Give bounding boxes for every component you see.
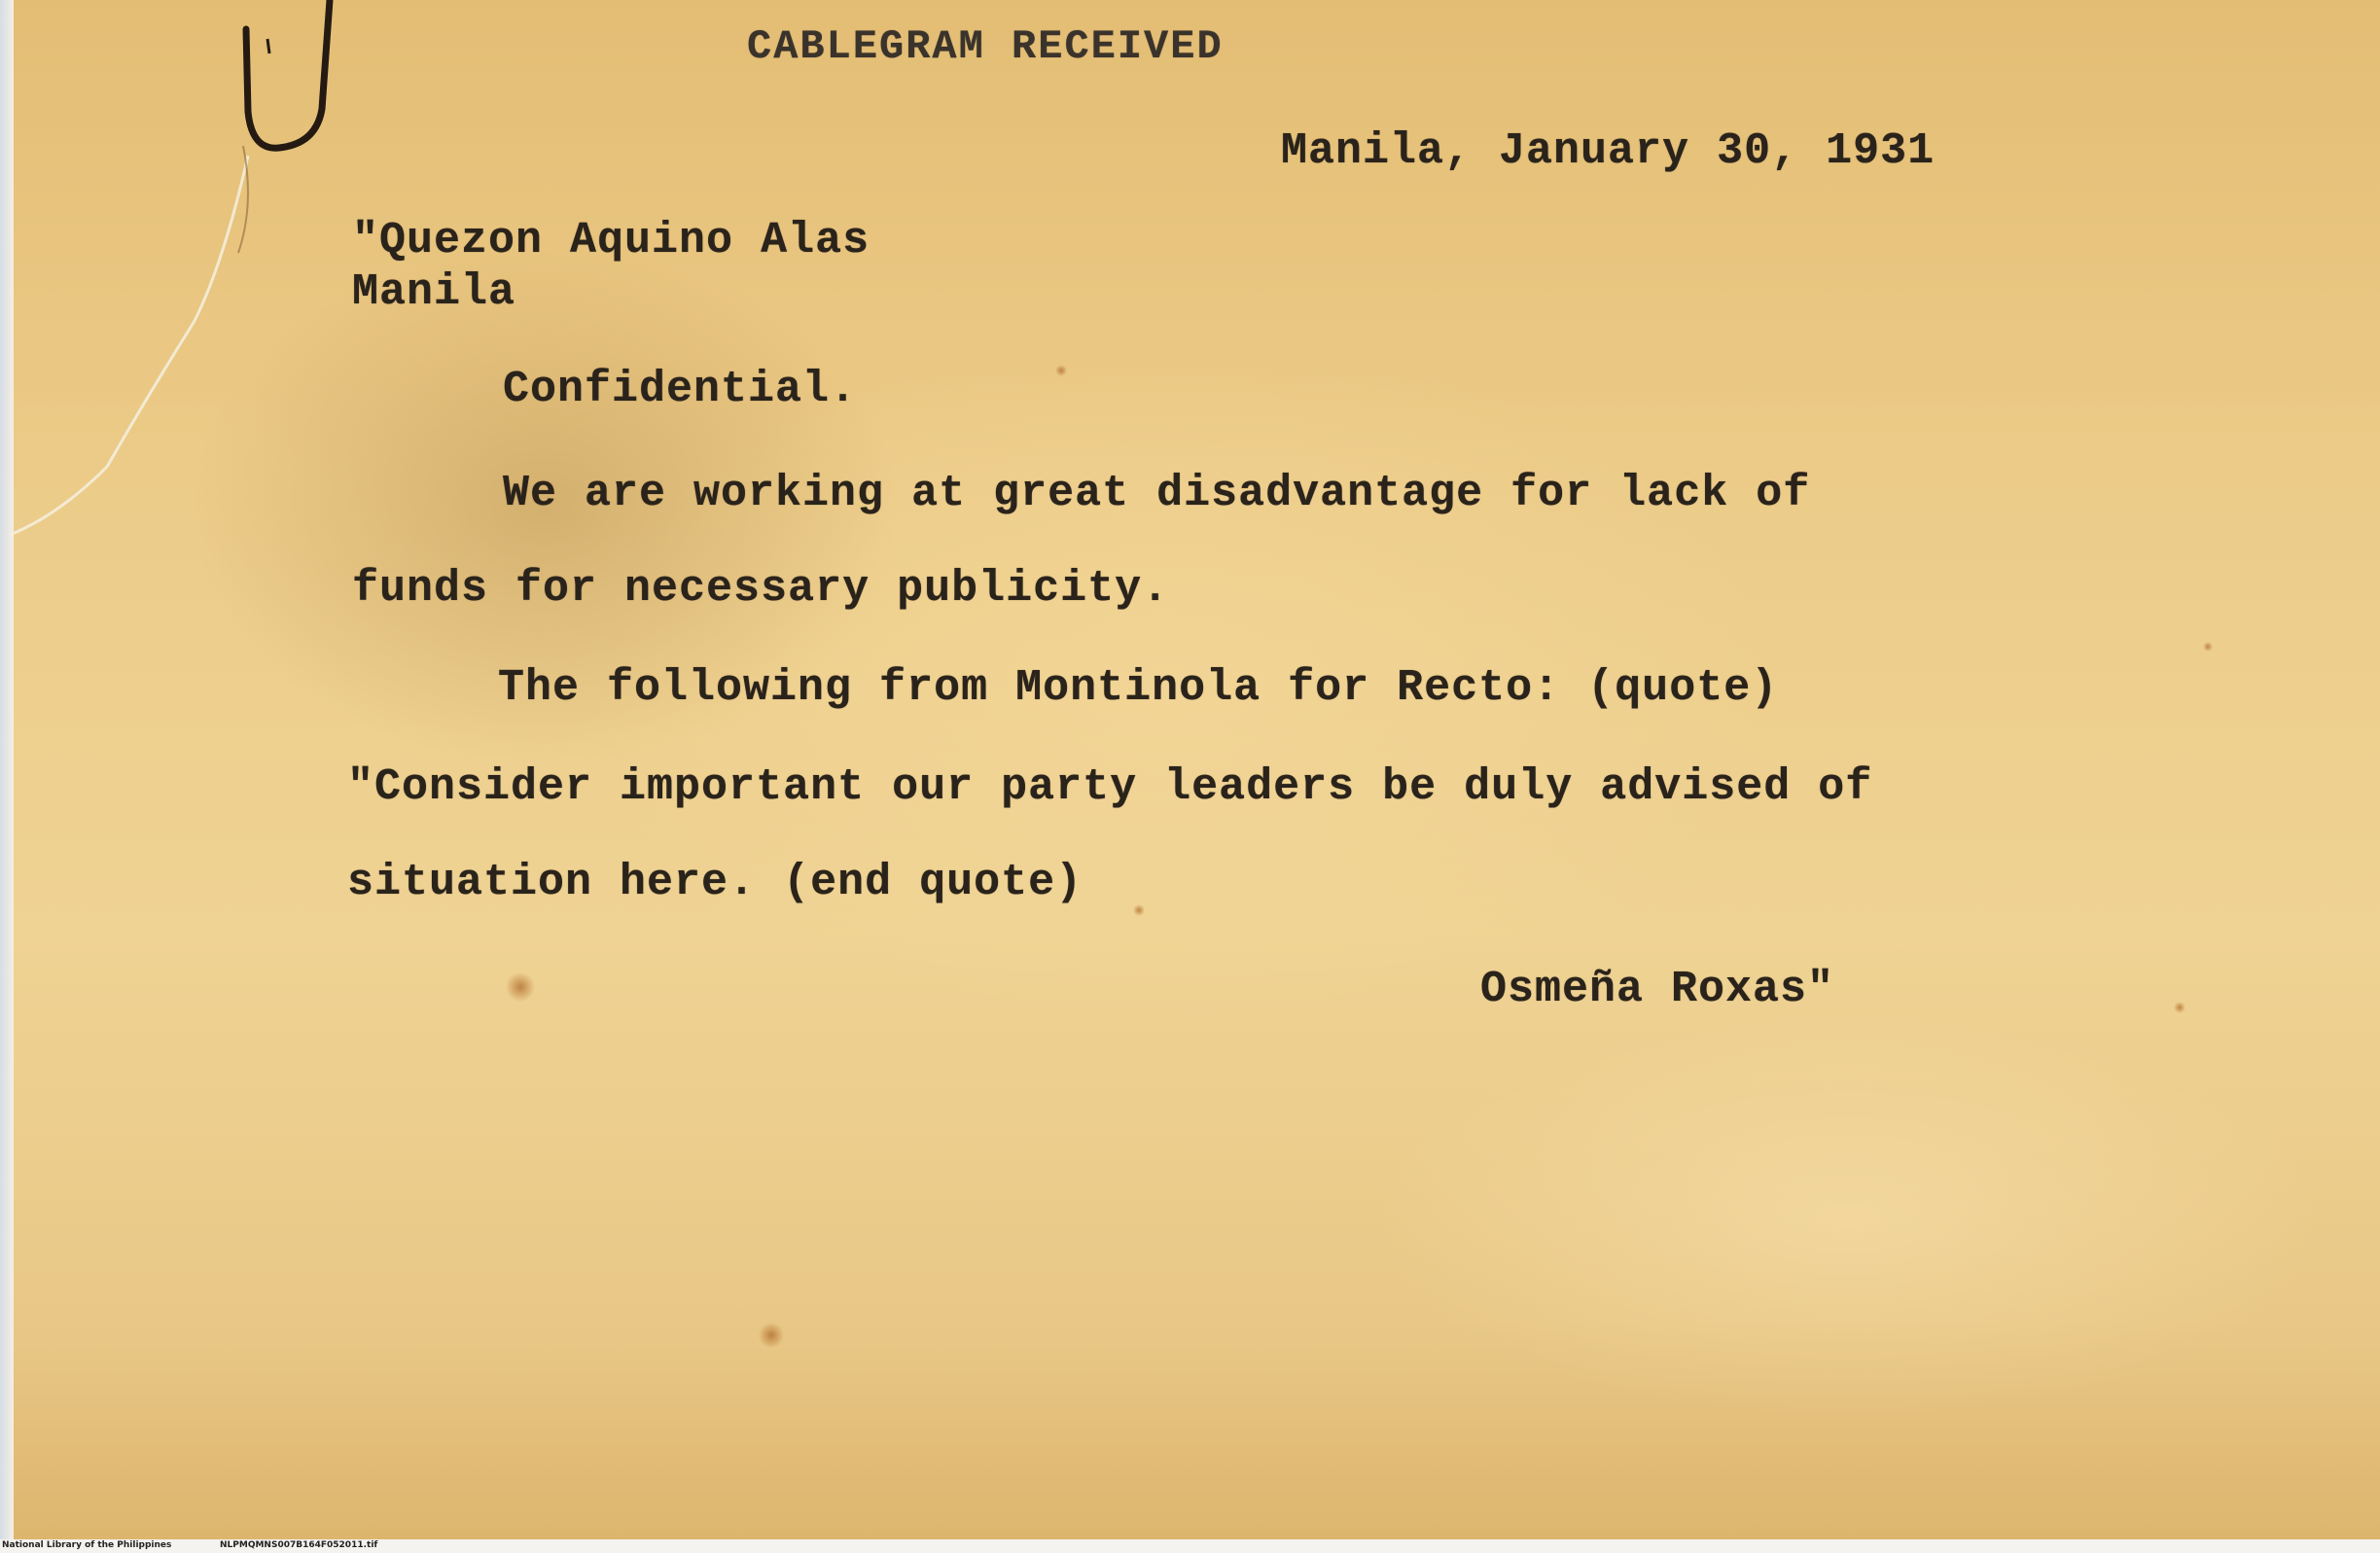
paper-crease xyxy=(0,146,311,554)
message-line: situation here. (end quote) xyxy=(347,858,1083,907)
foxing-stain xyxy=(1133,904,1145,916)
message-line: "Consider important our party leaders be duly advised of xyxy=(347,762,1873,812)
message-line: We are working at great disadvantage for lack of xyxy=(503,469,1811,518)
foxing-stain xyxy=(2174,1002,2185,1013)
paper-clip-icon xyxy=(229,0,345,165)
foxing-stain xyxy=(2203,642,2213,652)
foxing-stain xyxy=(506,972,535,1002)
message-line: funds for necessary publicity. xyxy=(352,564,1170,614)
document-heading: CABLEGRAM RECEIVED xyxy=(747,23,1224,70)
footer-library: National Library of the Philippines xyxy=(2,1540,172,1550)
foxing-stain xyxy=(1055,365,1067,376)
message-line: The following from Montinola for Recto: (quote) xyxy=(498,663,1779,713)
addressee: "Quezon Aquino Alas xyxy=(352,216,870,265)
address-city: Manila xyxy=(352,267,516,317)
footer-file-id: NLPMQMNS007B164F052011.tif xyxy=(220,1540,378,1550)
dateline: Manila, January 30, 1931 xyxy=(1281,126,1936,176)
foxing-stain xyxy=(759,1323,784,1348)
message-line: Confidential. xyxy=(503,365,858,414)
signature: Osmeña Roxas" xyxy=(1480,965,1835,1014)
